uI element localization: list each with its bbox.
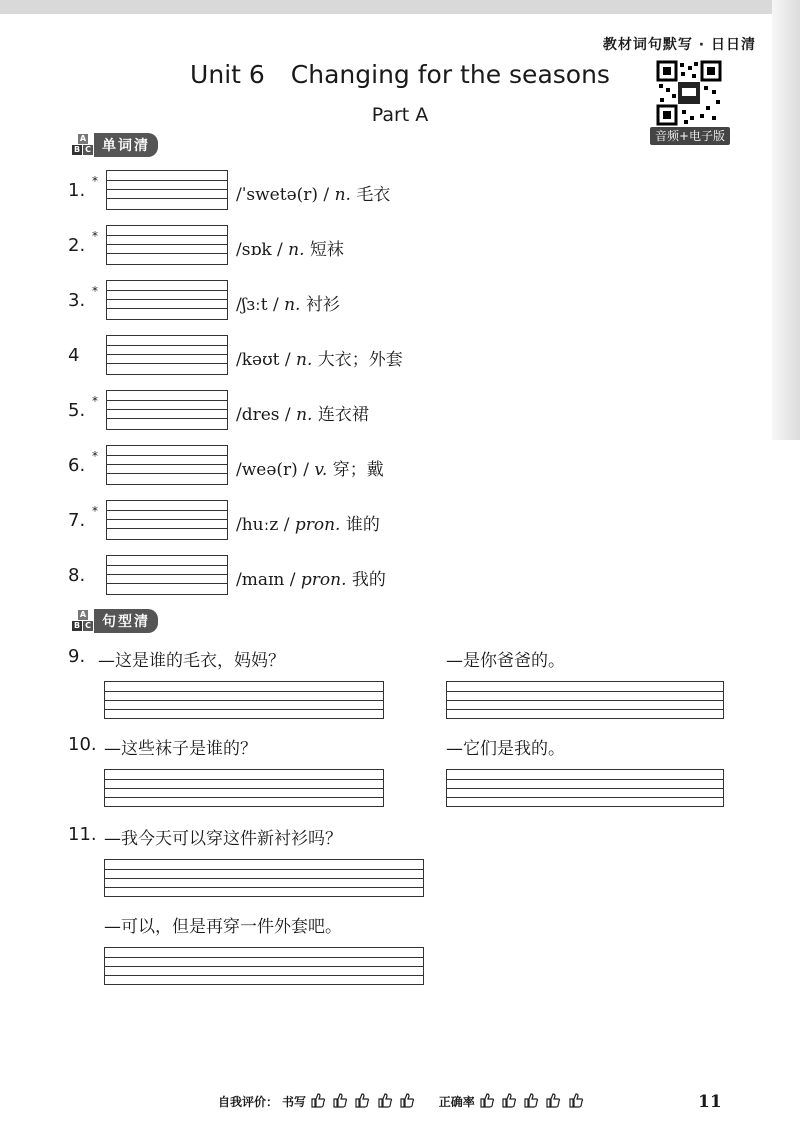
writing-label: 书写	[282, 1095, 307, 1109]
thumbs-up-icon[interactable]	[545, 1092, 561, 1108]
thumbs-up-icon[interactable]	[501, 1092, 517, 1108]
sentence-answer: —它们是我的。	[446, 739, 565, 759]
word-row-4	[68, 335, 668, 379]
word-definition: /huːz / pron. 谁的	[236, 515, 380, 535]
star-mark: *	[92, 394, 98, 408]
qr-code-icon[interactable]	[656, 60, 722, 126]
item-number: 2.	[68, 235, 86, 256]
thumbs-up-icon[interactable]	[377, 1092, 393, 1108]
word-writing-box[interactable]	[106, 280, 228, 320]
word-definition: /ˈswetə(r) / n. 毛衣	[236, 185, 391, 205]
words-section-badge	[72, 134, 158, 156]
item-number: 4	[68, 345, 80, 366]
word-row-6	[68, 445, 668, 489]
word-writing-box[interactable]	[106, 390, 228, 430]
page-number: 11	[698, 1092, 722, 1112]
sentence-answer: —是你爸爸的。	[446, 651, 565, 671]
sentence-writing-lines[interactable]	[104, 947, 424, 985]
thumbs-up-icon[interactable]	[354, 1092, 370, 1108]
star-mark: *	[92, 449, 98, 463]
accuracy-rating[interactable]	[479, 1092, 586, 1111]
item-number: 10.	[68, 734, 97, 755]
word-writing-box[interactable]	[106, 225, 228, 265]
star-mark: *	[92, 504, 98, 518]
sentence-writing-lines[interactable]	[104, 859, 424, 897]
sentence-question: —这些袜子是谁的？	[104, 739, 257, 759]
item-number: 6.	[68, 455, 86, 476]
word-definition: /ʃɜːt / n. 衬衫	[236, 295, 340, 315]
unit-title: Changing for the seasons	[290, 60, 610, 89]
thumbs-up-icon[interactable]	[479, 1092, 495, 1108]
self-eval-label: 自我评价：	[218, 1095, 279, 1109]
abc-icon: A B C	[72, 134, 94, 156]
word-row-2	[68, 225, 668, 269]
word-writing-box[interactable]	[106, 500, 228, 540]
words-section-title: 单词清	[94, 133, 158, 157]
word-row-8	[68, 555, 668, 599]
thumbs-up-icon[interactable]	[332, 1092, 348, 1108]
series-label: 教材词句默写 · 日日清	[602, 37, 756, 53]
thumbs-up-icon[interactable]	[523, 1092, 539, 1108]
sentence-writing-lines[interactable]	[104, 769, 384, 807]
word-row-5	[68, 390, 668, 434]
abc-icon: A B C	[72, 610, 94, 632]
qr-label: 音频+电子版	[650, 127, 730, 145]
word-definition: /maɪn / pron. 我的	[236, 570, 386, 590]
item-number: 8.	[68, 565, 86, 586]
page-edge-shadow	[0, 0, 800, 14]
word-row-7	[68, 500, 668, 544]
writing-rating[interactable]	[310, 1092, 417, 1111]
item-number: 9.	[68, 646, 86, 667]
sentence-question: —我今天可以穿这件新衬衫吗？	[104, 829, 342, 849]
sentence-writing-lines[interactable]	[446, 769, 724, 807]
word-writing-box[interactable]	[106, 445, 228, 485]
word-definition: /sɒk / n. 短袜	[236, 240, 344, 260]
thumbs-up-icon[interactable]	[399, 1092, 415, 1108]
accuracy-label: 正确率	[438, 1095, 475, 1109]
word-row-1	[68, 170, 668, 214]
word-writing-box[interactable]	[106, 170, 228, 210]
sentence-writing-lines[interactable]	[446, 681, 724, 719]
thumbs-up-icon[interactable]	[310, 1092, 326, 1108]
item-number: 3.	[68, 290, 86, 311]
word-writing-box[interactable]	[106, 335, 228, 375]
star-mark: *	[92, 284, 98, 298]
unit-label: Unit 6	[190, 60, 265, 89]
star-mark: *	[92, 229, 98, 243]
item-number: 5.	[68, 400, 86, 421]
star-mark: *	[92, 174, 98, 188]
sentence-question: —这是谁的毛衣，妈妈？	[98, 651, 285, 671]
thumbs-up-icon[interactable]	[568, 1092, 584, 1108]
word-row-3	[68, 280, 668, 324]
item-number: 1.	[68, 180, 86, 201]
sentence-answer: —可以，但是再穿一件外套吧。	[104, 917, 342, 937]
item-number: 11.	[68, 824, 97, 845]
word-definition: /kəʊt / n. 大衣；外套	[236, 350, 403, 370]
sentence-writing-lines[interactable]	[104, 681, 384, 719]
self-evaluation	[218, 1092, 586, 1111]
word-definition: /weə(r) / v. 穿；戴	[236, 460, 384, 480]
sentences-section-badge	[72, 610, 158, 632]
word-writing-box[interactable]	[106, 555, 228, 595]
sentences-section-title: 句型清	[94, 609, 158, 633]
item-number: 7.	[68, 510, 86, 531]
word-definition: /dres / n. 连衣裙	[236, 405, 369, 425]
part-label: Part A	[371, 104, 429, 126]
